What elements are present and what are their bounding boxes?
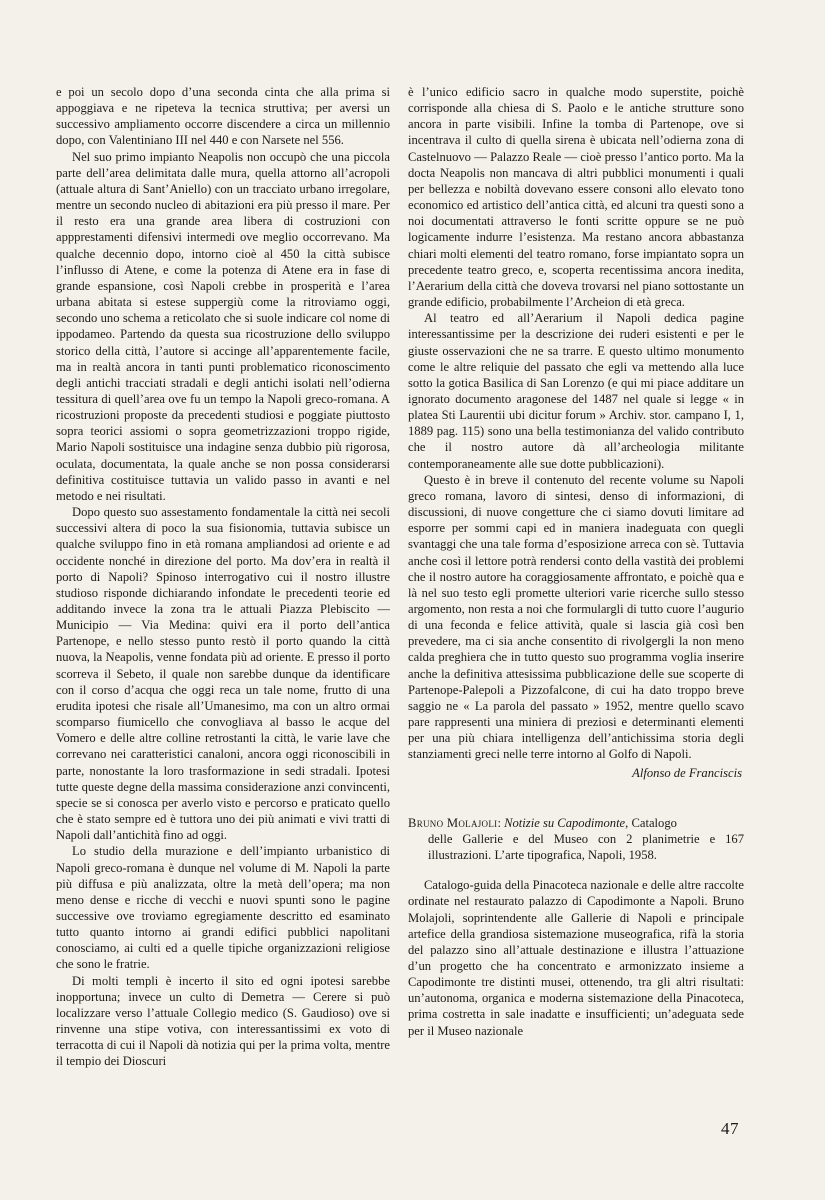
paragraph: Questo è in breve il contenuto del recente volume su Napoli greco romana, lavoro di sintesi, denso di informazioni, di discussioni, di nuove congetture che ci siamo dovuti limitare ad esporre per sommi capi ed in maniera inadeguata con quegli svantaggi che una tale forma d’esposizione arreca con sè. Tuttavia anche così il lettore potrà rendersi conto della vastità dei problemi che il nostro autore ha coraggiosamente affrontato, e poichè qua e là nel suo testo egli promette ulteriori varie ricerche sullo stesso argomento, non resta a noi che formulargli di tutto cuore l’augurio di una feconda e felice attività, quale si lascia già così ben prevedere, ma ci sia anche consentito di rivolgergli la non meno calda preghiera che in tutto questo suo programma voglia inserire anche la definitiva attesissima pubblicazione delle sue scoperte di Partenope-Palepoli a Pizzofalcone, di cui ha dato troppo breve saggio ne « La parola del passato » 1952, mentre quello scavo pare rappresenti una miniera di preziosi e determinanti elementi per una più chiara intelligenza dell’antichissima storia degli stanziamenti greci nelle terre intorno al Golfo di Napoli. bbox=[408, 472, 744, 762]
author-signature: Alfonso de Franciscis bbox=[632, 765, 742, 780]
paragraph: e poi un secolo dopo d’una seconda cinta che alla prima si appoggiava e ne ripeteva la tecnica struttiva; per aversi un successivo ampliamento occorre discendere a circa un millennio dopo, con Valentiniano III nel 440 e con Narsete nel 556. bbox=[56, 85, 390, 148]
paragraph: Lo studio della murazione e dell’impianto urbanistico di Napoli greco-romana è dunque nel volume di M. Napoli la parte più diffusa e più analizzata, oltre la metà dell’opera; ma non meno dense e ricche di vecchi e nuovi spunti sono le pagine successive ove troviamo egregiamente descritto ed esaminato tutto quanto intorno ai grandi edifici pubblici napolitani conosciamo, ai culti ed a quelle tipiche organizzazioni religiose che sono le fratrie. bbox=[56, 844, 390, 972]
page-number: 47 bbox=[721, 1119, 739, 1138]
review-line1-rest: , Catalogo bbox=[625, 815, 677, 830]
left-column bbox=[56, 84, 390, 1070]
review-body: Catalogo-guida della Pinacoteca nazionale e delle altre raccolte ordinate nel restaurato palazzo di Capodimonte a Napoli. Bruno Molajoli, soprintendente alle Gallerie di Napoli e principale artefice della grandiosa sistemazione museografica, rifà la storia del palazzo sino all’attuale destinazione e illustra l’attuazione d’un progetto che ha concentrato e armonizzato insieme a Capodimonte tre distinti musei, ottenendo, tra gli altri risultati: un’autonoma, organica e moderna sistemazione della Pinacoteca, prima costretta in sale inadatte e insufficienti; un’adeguata sede per il Museo nazionale bbox=[408, 878, 744, 1038]
paragraph: è l’unico edificio sacro in qualche modo superstite, poichè corrisponde alla chiesa di S. Paolo e le antiche strutture sono ancora in parte visibili. Infine la tomba di Partenope, ove si incentrava il culto di quella sirena è ubicata nell’odierna zona di Castelnuovo — Palazzo Reale — cioè presso l’antico porto. Ma la docta Neapolis non mancava di altri pubblici monumenti i quali per bellezza e nobiltà dovevano essere consoni allo elevato tono economico ed artistico dell’antica città, ed alcuni tra questi sono a noi documentati attraverso le fonti scritte oppure se ne può logicamente indurre l’esistenza. Ma restano ancora abbastanza chiari molti elementi del teatro romano, forse impiantato sopra un precedente teatro greco, e, scoperta recentissima ancora inedita, l’Aerarium della città che doveva trovarsi nel piano sottostante un grande edificio, probabilmente l’Archeion di età greca. bbox=[408, 85, 744, 310]
review-title: Notizie su Capodimonte bbox=[504, 815, 626, 830]
paragraph: Dopo questo suo assestamento fondamentale la città nei secoli successivi altera di poco la sua fisionomia, tuttavia subisce un qualche sviluppo fino in età romana ampliandosi ad oriente e ad occidente nonché in direzione del porto. Ma dov’era in realtà il porto di Napoli? Spinoso interrogativo cui il nostro illustre studioso risponde dichiarando infondate le precedenti teorie ed additando invece la zona tra le attuali Piazza Plebiscito — Municipio — Via Medina: quivi era il porto dell’antica Partenope, e nello stesso punto restò il porto quando la città nuova, la Neapolis, venne fondata più ad oriente. E presso il porto scorreva il Sebeto, il quale non sarebbe dunque da identificare con il corso d’acqua che oggi reca un tale nome, frutto di una erudita ipotesi che risale all’Umanesimo, ma con un altro ormai scomparso fiumicello che convogliava al basso le acque del Vomero e delle altre colline retrostanti la città, le varie lave che correvano nei caratteristici canaloni, ancora oggi riconoscibili in parte, nonostante la loro trasformazione in sedi stradali. Ipotesi tutte queste degne della massima considerazione anzi convincenti, specie se si conosca per averlo visto e percorso e praticato quello che è stato sempre ed è tuttora uno dei più animati e vivi tratti di Napoli dall’antichità fino ad oggi. bbox=[56, 505, 390, 843]
right-column bbox=[408, 84, 744, 1039]
paragraph: Nel suo primo impianto Neapolis non occupò che una piccola parte dell’area delimitata dalle mura, quella attorno all’acropoli (attuale altura di Sant’Aniello) con un tracciato urbano irregolare, mentre un secondo nucleo di abitazioni era più presso il mare. Per il resto era una grande area libera di costruzioni con appprestamenti difensivi intermedi ove meglio occorrevano. Ma qualche decennio dopo, intorno cioè al 450 la città subisce l’influsso di Atene, e come la potenza di Atene era in fase di grande espansione, così Napoli crebbe in prosperità e l’area urbana abitata si estese suppergiù come la ritroviamo oggi, secondo uno schema a reticolato che si suole indicare col nome di ippodameo. Partendo da questa sua ricostruzione dello sviluppo storico della città, l’autore si accinge all’apparentemente facile, ma in realtà ancora in tanti punti problematico riconoscimento degli antichi tracciati stradali e degli antichi isolati nell’odierna tessitura di quell’area ove fu un tempo la Napoli greco-romana. A ricostruzioni proposte da precedenti studiosi e poggiate piuttosto sopra teorici assiomi o sopra geometrizzazioni troppo rigide, Mario Napoli sostituisce una indagine senza dubbio più rigorosa, oculata, documentata, la quale anche se non possa considerarsi definitiva costituisce tuttavia un valido passo in avanti e nel metodo e nei risultati. bbox=[56, 149, 390, 503]
paragraph: Di molti templi è incerto il sito ed ogni ipotesi sarebbe inopportuna; invece un culto di Demetra — Cerere si può localizzare verso l’attuale Collegio medico (S. Gaudioso) ove si rinvenne una stipe votiva, con interessantissimi ex voto di terracotta di cui il Napoli dà notizia qui per la prima volta, mentre il tempio dei Dioscuri bbox=[56, 973, 390, 1069]
spacer bbox=[408, 863, 744, 877]
review-details: delle Gallerie e del Museo con 2 planimetrie e 167 illustrazioni. L’arte tipografica, Napoli, 1958. bbox=[428, 831, 744, 863]
review-author: Bruno Molajoli bbox=[408, 815, 498, 830]
review-heading: Bruno Molajoli: Notizie su Capodimonte, Catalogo delle Gallerie e del Museo con 2 planimetrie e 167 illustrazioni. L’arte tipografica, Napoli, 1958. bbox=[408, 815, 744, 863]
paragraph: Al teatro ed all’Aerarium il Napoli dedica pagine interessantissime per la descrizione dei ruderi esistenti e per le giuste osservazioni che ne sa trarre. E questo ultimo monumento come le altre reliquie del passato che egli va mettendo alla luce sotto la gotica Basilica di San Lorenzo (e qui mi piace additare un ignorato documento aragonese del 1487 nel quale si legge « in platea Sti Laurentii ubi dicitur forum » Archiv. stor. campano I, 1, 1889 pag. 115) sono una bella testimonianza del valido contributo che il nostro autore dà all’archeologia militante contemporaneamente alle sue dotte pubblicazioni). bbox=[408, 311, 744, 471]
